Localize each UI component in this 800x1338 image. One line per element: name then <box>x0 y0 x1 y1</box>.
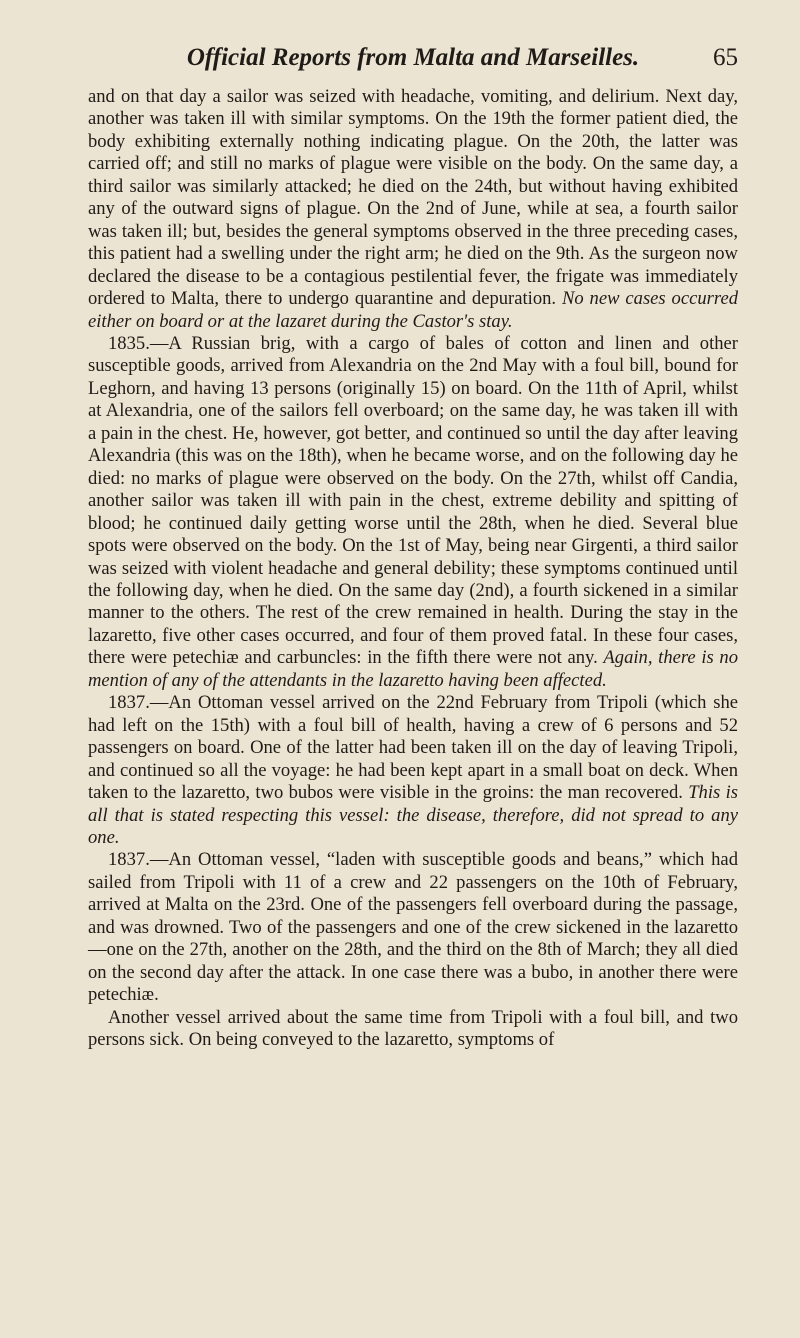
paragraph-text: 1837.—An Ottoman vessel, “laden with susceptible goods and beans,” which had sailed from Tripoli with 11 of a crew and 22 passengers on the 10th of February, arrived at Malta on the 23rd. One of the passengers fell overboard during the passage, and was drowned. Two of the passengers and one of the crew sickened in the lazaretto—one on the 27th, another on the 28th, and the third on the 8th of March; they all died on the second day after the attack. In one case there was a bubo, in another there were petechiæ. <box>88 849 738 1006</box>
paragraph-text: Another vessel arrived about the same time from Tripoli with a foul bill, and two persons sick. On being conveyed to the lazaretto, symptoms of <box>88 1006 738 1051</box>
page-number: 65 <box>713 44 738 71</box>
paragraph-text: 1835.—A Russian brig, with a cargo of bales of cotton and linen and other susceptible goods, arrived from Alexandria on the 2nd May with a foul bill, bound for Leghorn, and having 13 persons (originally 15) on board. On the 11th of April, whilst at Alexandria, one of the sailors fell overboard; on the same day, he was taken ill with a pain in the chest. He, however, got better, and continued so until the day after leaving Alexandria (this was on the 18th), when he became worse, and on the following day he died: no marks of plague were observed on the body. On the 27th, whilst off Candia, another sailor was taken ill with pain in the chest, extreme debility and spitting of blood; he continued daily getting worse until the 28th, when he died. Several blue spots were observed on the body. On the 1st of May, being near Girgenti, a third sailor was seized with violent headache and general debility; these symptoms continued until the following day, when he died. On the same day (2nd), a fourth sickened in a similar manner to the others. The rest of the crew remained in health. During the stay in the lazaretto, five other cases occurred, and four of them proved fatal. In these four cases, there were petechiæ and carbuncles: in the fifth there were not any. <box>88 332 738 669</box>
paragraph-3 <box>88 692 738 849</box>
page-header <box>88 44 738 84</box>
paragraph-4 <box>88 849 738 1006</box>
paragraph-text: 1837.—An Ottoman vessel arrived on the 22nd February from Tripoli (which she had left on the 15th) with a foul bill of health, having a crew of 6 persons and 52 passengers on board. One of the latter had been taken ill on the day of leaving Tripoli, and continued so all the voyage: he had been kept apart in a small boat on deck. When taken to the lazaretto, two bubos were visible in the groins: the man recovered. <box>88 692 738 804</box>
paragraph-text: and on that day a sailor was seized with headache, vomiting, and delirium. Next day, another was taken ill with similar symptoms. On the 19th the former patient died, the body exhibiting externally nothing indicating plague. On the 20th, the latter was carried off; and still no marks of plague were visible on the body. On the same day, a third sailor was similarly attacked; he died on the 24th, but without having exhibited any of the outward signs of plague. On the 2nd of June, while at sea, a fourth sailor was taken ill; but, besides the general symptoms observed in the three preceding cases, this patient had a swelling under the right arm; he died on the 9th. As the surgeon now declared the disease to be a contagious pestilential fever, the frigate was immediately ordered to Malta, there to undergo quarantine and depuration. <box>88 86 738 310</box>
paragraph-emphasis: This is all that is stated respecting this vessel: the disease, therefore, did not spread to any one. <box>88 782 738 848</box>
paragraph-2 <box>88 333 738 692</box>
paragraph-1 <box>88 86 738 333</box>
paragraph-emphasis: No new cases occurred either on board or at the lazaret during the Castor's stay. <box>88 288 738 332</box>
running-title: Official Reports from Malta and Marseilles. <box>186 44 640 71</box>
body-text <box>88 86 738 1051</box>
paragraph-emphasis: Again, there is no mention of any of the attendants in the lazaretto having been affected. <box>88 647 738 691</box>
paragraph-5 <box>88 1007 738 1052</box>
